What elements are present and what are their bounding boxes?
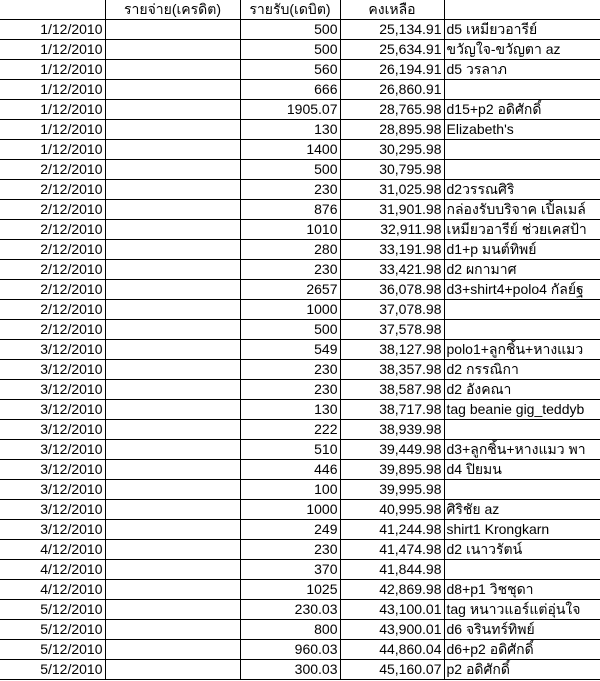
balance-cell[interactable]: 42,869.98 [340,580,444,600]
note-cell[interactable]: d4 ปิยมน [444,460,600,480]
credit-cell[interactable] [105,360,240,380]
table-row [0,80,600,100]
note-cell[interactable]: d6 จรินทร์ทิพย์ [444,620,600,640]
debit-cell[interactable]: 1400 [240,140,340,160]
credit-cell[interactable] [105,80,240,100]
table-row [0,460,600,480]
date-cell[interactable]: 2/12/2010 [0,240,105,260]
date-cell[interactable]: 3/12/2010 [0,460,105,480]
table-row [0,20,600,40]
note-cell[interactable] [444,320,600,340]
debit-cell[interactable]: 370 [240,560,340,580]
note-cell[interactable]: d15+p2 อดิศักดิ์ [444,100,600,120]
balance-cell[interactable]: 38,357.98 [340,360,444,380]
note-cell[interactable]: d5 วรลาภ [444,60,600,80]
credit-cell[interactable] [105,660,240,680]
balance-cell[interactable]: 39,995.98 [340,480,444,500]
table-row [0,400,600,420]
credit-cell[interactable] [105,400,240,420]
balance-cell[interactable]: 38,587.98 [340,380,444,400]
debit-cell[interactable]: 2657 [240,280,340,300]
note-cell[interactable]: d2 ผกามาศ [444,260,600,280]
balance-cell[interactable]: 37,078.98 [340,300,444,320]
debit-cell[interactable]: 960.03 [240,640,340,660]
note-cell[interactable]: polo1+ลูกชิ้น+หางแมว [444,340,600,360]
note-cell[interactable] [444,560,600,580]
table-row [0,640,600,660]
debit-cell[interactable]: 1905.07 [240,100,340,120]
note-cell[interactable]: ศิริชัย az [444,500,600,520]
balance-cell[interactable]: 41,244.98 [340,520,444,540]
debit-cell[interactable]: 230 [240,180,340,200]
header-credit-cell[interactable]: รายจ่าย(เครดิต) [105,0,240,20]
debit-cell[interactable]: 100 [240,480,340,500]
debit-cell[interactable]: 549 [240,340,340,360]
header-date-cell[interactable] [0,0,105,20]
date-cell[interactable]: 3/12/2010 [0,380,105,400]
note-cell[interactable]: ขวัญใจ-ขวัญตา az [444,40,600,60]
debit-cell[interactable]: 130 [240,400,340,420]
credit-cell[interactable] [105,520,240,540]
debit-cell[interactable]: 300.03 [240,660,340,680]
date-cell[interactable]: 2/12/2010 [0,300,105,320]
table-row [0,500,600,520]
debit-cell[interactable]: 500 [240,160,340,180]
table-row [0,100,600,120]
balance-cell[interactable]: 30,295.98 [340,140,444,160]
note-cell[interactable]: d6+p2 อดิศักดิ์ [444,640,600,660]
table-row [0,40,600,60]
debit-cell[interactable]: 560 [240,60,340,80]
credit-cell[interactable] [105,380,240,400]
credit-cell[interactable] [105,640,240,660]
table-row [0,280,600,300]
balance-cell[interactable]: 36,078.98 [340,280,444,300]
balance-cell[interactable]: 33,191.98 [340,240,444,260]
table-row [0,660,600,680]
balance-cell[interactable]: 37,578.98 [340,320,444,340]
table-row [0,600,600,620]
date-cell[interactable]: 2/12/2010 [0,180,105,200]
date-cell[interactable]: 1/12/2010 [0,20,105,40]
header-note-cell[interactable] [444,0,600,20]
table-row [0,560,600,580]
note-cell[interactable]: shirt1 Krongkarn [444,520,600,540]
date-cell[interactable]: 3/12/2010 [0,480,105,500]
credit-cell[interactable] [105,20,240,40]
date-cell[interactable]: 3/12/2010 [0,360,105,380]
balance-cell[interactable]: 28,895.98 [340,120,444,140]
note-cell[interactable]: เหมียวอารีย์ ช่วยเคสป้า [444,220,600,240]
note-cell[interactable]: d5 เหมียวอารีย์ [444,20,600,40]
debit-cell[interactable]: 446 [240,460,340,480]
date-cell[interactable]: 5/12/2010 [0,600,105,620]
date-cell[interactable]: 3/12/2010 [0,520,105,540]
table-row [0,240,600,260]
debit-cell[interactable]: 230 [240,360,340,380]
note-cell[interactable]: p2 อดิศักดิ์ [444,660,600,680]
table-row [0,200,600,220]
debit-cell[interactable]: 222 [240,420,340,440]
debit-cell[interactable]: 500 [240,20,340,40]
balance-cell[interactable]: 26,194.91 [340,60,444,80]
balance-cell[interactable]: 43,100.01 [340,600,444,620]
note-cell[interactable] [444,160,600,180]
balance-cell[interactable]: 40,995.98 [340,500,444,520]
credit-cell[interactable] [105,500,240,520]
debit-cell[interactable]: 130 [240,120,340,140]
note-cell[interactable] [444,140,600,160]
credit-cell[interactable] [105,440,240,460]
credit-cell[interactable] [105,260,240,280]
balance-cell[interactable]: 31,901.98 [340,200,444,220]
date-cell[interactable]: 4/12/2010 [0,560,105,580]
table-row [0,520,600,540]
credit-cell[interactable] [105,460,240,480]
balance-cell[interactable]: 33,421.98 [340,260,444,280]
balance-cell[interactable]: 38,717.98 [340,400,444,420]
note-cell[interactable]: d2 เนาวรัตน์ [444,540,600,560]
credit-cell[interactable] [105,240,240,260]
credit-cell[interactable] [105,420,240,440]
balance-cell[interactable]: 39,895.98 [340,460,444,480]
note-cell[interactable]: d8+p1 วิชชุดา [444,580,600,600]
balance-cell[interactable]: 25,134.91 [340,20,444,40]
table-row [0,540,600,560]
note-cell[interactable]: d3+shirt4+polo4 กัลย์ฐ [444,280,600,300]
header-debit-cell[interactable]: รายรับ(เดบิต) [240,0,340,20]
credit-cell[interactable] [105,560,240,580]
debit-cell[interactable]: 1000 [240,300,340,320]
credit-cell[interactable] [105,580,240,600]
table-row [0,160,600,180]
date-cell[interactable]: 1/12/2010 [0,60,105,80]
debit-cell[interactable]: 1010 [240,220,340,240]
table-row [0,180,600,200]
date-cell[interactable]: 4/12/2010 [0,580,105,600]
credit-cell[interactable] [105,100,240,120]
note-cell[interactable] [444,300,600,320]
credit-cell[interactable] [105,320,240,340]
table-row [0,480,600,500]
table-row [0,260,600,280]
credit-cell[interactable] [105,40,240,60]
date-cell[interactable]: 3/12/2010 [0,420,105,440]
balance-cell[interactable]: 45,160.07 [340,660,444,680]
note-cell[interactable]: d1+p มนต์ทิพย์ [444,240,600,260]
table-row [0,340,600,360]
credit-cell[interactable] [105,620,240,640]
date-cell[interactable]: 4/12/2010 [0,540,105,560]
note-cell[interactable]: d2 อังคณา [444,380,600,400]
credit-cell[interactable] [105,340,240,360]
table-row [0,120,600,140]
table-row [0,580,600,600]
debit-cell[interactable]: 230 [240,260,340,280]
balance-cell[interactable]: 26,860.91 [340,80,444,100]
note-cell[interactable] [444,420,600,440]
balance-cell[interactable]: 25,634.91 [340,40,444,60]
note-cell[interactable]: Elizabeth's [444,120,600,140]
header-balance-cell[interactable]: คงเหลือ [340,0,444,20]
credit-cell[interactable] [105,160,240,180]
debit-cell[interactable]: 280 [240,240,340,260]
table-row [0,140,600,160]
credit-cell[interactable] [105,220,240,240]
balance-cell[interactable]: 43,900.01 [340,620,444,640]
credit-cell[interactable] [105,200,240,220]
note-cell[interactable] [444,480,600,500]
date-cell[interactable]: 5/12/2010 [0,640,105,660]
debit-cell[interactable]: 876 [240,200,340,220]
credit-cell[interactable] [105,540,240,560]
note-cell[interactable]: d2วรรณศิริ [444,180,600,200]
balance-cell[interactable]: 32,911.98 [340,220,444,240]
balance-cell[interactable]: 31,025.98 [340,180,444,200]
credit-cell[interactable] [105,140,240,160]
note-cell[interactable]: d3+ลูกชิ้น+หางแมว พา [444,440,600,460]
date-cell[interactable]: 1/12/2010 [0,80,105,100]
date-cell[interactable]: 2/12/2010 [0,260,105,280]
date-cell[interactable]: 2/12/2010 [0,220,105,240]
note-cell[interactable]: tag หนาวแอร์แต่อุ่นใจ [444,600,600,620]
note-cell[interactable]: กล่องรับบริจาค เปิ้ลเมล์ [444,200,600,220]
table-row [0,620,600,640]
date-cell[interactable]: 2/12/2010 [0,320,105,340]
credit-cell[interactable] [105,600,240,620]
debit-cell[interactable]: 1025 [240,580,340,600]
debit-cell[interactable]: 230 [240,540,340,560]
date-cell[interactable]: 3/12/2010 [0,500,105,520]
debit-cell[interactable]: 666 [240,80,340,100]
balance-cell[interactable]: 44,860.04 [340,640,444,660]
debit-cell[interactable]: 230 [240,380,340,400]
date-cell[interactable]: 1/12/2010 [0,40,105,60]
debit-cell[interactable]: 230.03 [240,600,340,620]
date-cell[interactable]: 3/12/2010 [0,340,105,360]
balance-cell[interactable]: 30,795.98 [340,160,444,180]
debit-cell[interactable]: 800 [240,620,340,640]
balance-cell[interactable]: 41,844.98 [340,560,444,580]
table-row [0,300,600,320]
date-cell[interactable]: 2/12/2010 [0,200,105,220]
debit-cell[interactable]: 500 [240,320,340,340]
credit-cell[interactable] [105,180,240,200]
note-cell[interactable]: d2 กรรณิกา [444,360,600,380]
date-cell[interactable]: 5/12/2010 [0,660,105,680]
date-cell[interactable]: 1/12/2010 [0,120,105,140]
balance-cell[interactable]: 39,449.98 [340,440,444,460]
table-row [0,220,600,240]
date-cell[interactable]: 3/12/2010 [0,440,105,460]
credit-cell[interactable] [105,60,240,80]
note-cell[interactable]: tag beanie gig_teddyb [444,400,600,420]
date-cell[interactable]: 5/12/2010 [0,620,105,640]
balance-cell[interactable]: 38,127.98 [340,340,444,360]
credit-cell[interactable] [105,120,240,140]
date-cell[interactable]: 1/12/2010 [0,140,105,160]
table-row [0,420,600,440]
table-row [0,440,600,460]
credit-cell[interactable] [105,280,240,300]
credit-cell[interactable] [105,300,240,320]
balance-cell[interactable]: 38,939.98 [340,420,444,440]
balance-cell[interactable]: 28,765.98 [340,100,444,120]
debit-cell[interactable]: 500 [240,40,340,60]
date-cell[interactable]: 3/12/2010 [0,400,105,420]
note-cell[interactable] [444,80,600,100]
header-row [0,0,600,20]
credit-cell[interactable] [105,480,240,500]
debit-cell[interactable]: 249 [240,520,340,540]
balance-cell[interactable]: 41,474.98 [340,540,444,560]
table-row [0,360,600,380]
table-row [0,320,600,340]
table-row [0,60,600,80]
date-cell[interactable]: 2/12/2010 [0,280,105,300]
debit-cell[interactable]: 510 [240,440,340,460]
date-cell[interactable]: 1/12/2010 [0,100,105,120]
debit-cell[interactable]: 1000 [240,500,340,520]
date-cell[interactable]: 2/12/2010 [0,160,105,180]
table-row [0,380,600,400]
